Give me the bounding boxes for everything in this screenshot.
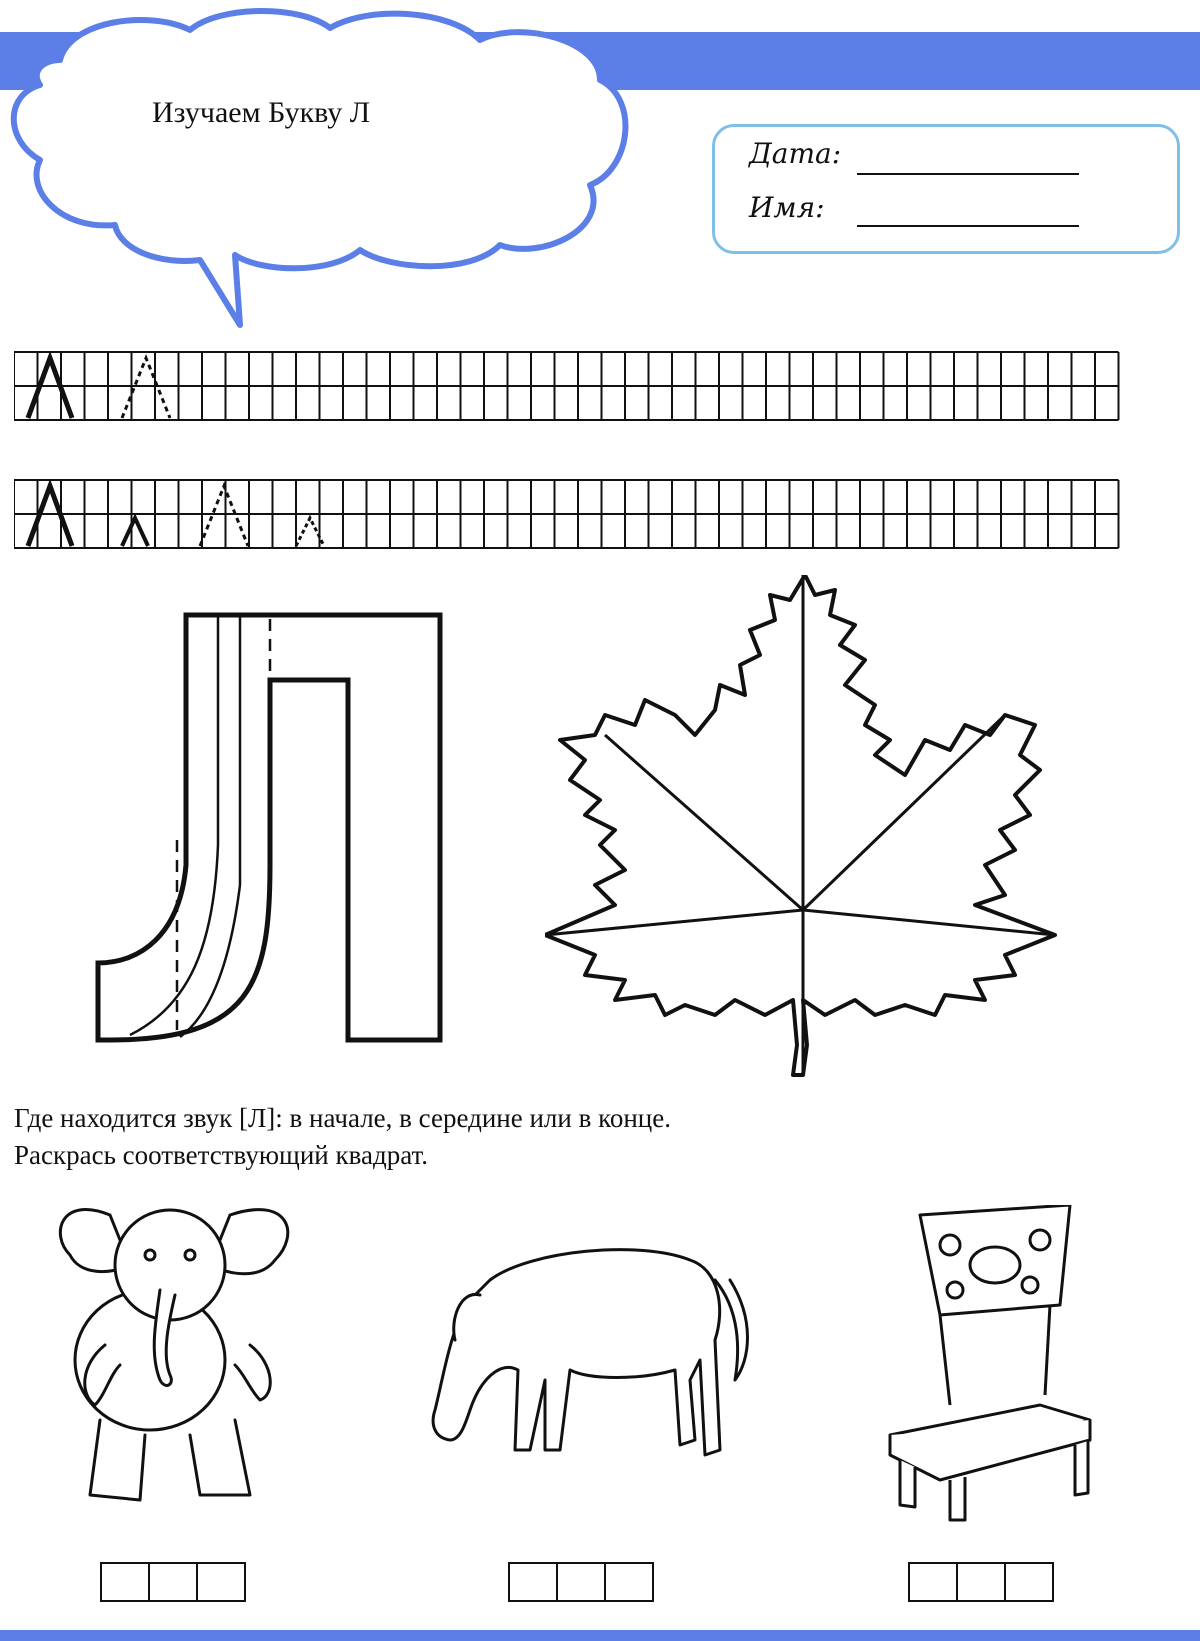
maple-leaf-icon — [545, 575, 1105, 1085]
answer-box-middle[interactable] — [148, 1562, 198, 1602]
name-label: Имя: — [749, 191, 825, 224]
task-instructions — [14, 1100, 671, 1174]
letter-trace-icon — [122, 358, 170, 418]
big-letter-el-icon[interactable] — [90, 605, 450, 1065]
letter-trace-icon — [200, 486, 248, 546]
horse-icon — [420, 1240, 760, 1520]
name-line[interactable] — [857, 225, 1079, 227]
answer-box-end[interactable] — [1004, 1562, 1054, 1602]
small-letter-sample-icon — [122, 518, 148, 546]
task-line-1: Где находится звук [Л]: в начале, в середине или в конце. — [14, 1103, 671, 1133]
answer-box-start[interactable] — [908, 1562, 958, 1602]
chair-icon — [880, 1205, 1110, 1525]
answer-box-end[interactable] — [196, 1562, 246, 1602]
answer-boxes-chair[interactable] — [910, 1562, 1054, 1602]
answer-box-end[interactable] — [604, 1562, 654, 1602]
date-line[interactable] — [857, 173, 1079, 175]
date-label: Дата: — [749, 137, 842, 170]
letter-sample-icon — [28, 358, 72, 418]
cloud-bubble-icon — [0, 0, 660, 340]
answer-box-middle[interactable] — [556, 1562, 606, 1602]
answer-box-middle[interactable] — [956, 1562, 1006, 1602]
answer-boxes-horse[interactable] — [510, 1562, 654, 1602]
answer-box-start[interactable] — [100, 1562, 150, 1602]
page-title: Изучаем Букву Л — [152, 96, 371, 129]
letter-sample-icon — [28, 486, 72, 546]
date-name-box — [712, 124, 1180, 254]
answer-box-start[interactable] — [508, 1562, 558, 1602]
bottom-banner — [0, 1630, 1200, 1641]
writing-grid-1[interactable] — [14, 350, 1164, 422]
grid-row-2-svg — [14, 478, 1164, 550]
task-line-2: Раскрась соответствующий квадрат. — [14, 1140, 429, 1170]
elephant-icon — [50, 1195, 300, 1515]
grid-row-1-svg — [14, 350, 1164, 422]
answer-boxes-elephant[interactable] — [102, 1562, 246, 1602]
writing-grid-2[interactable] — [14, 478, 1164, 550]
